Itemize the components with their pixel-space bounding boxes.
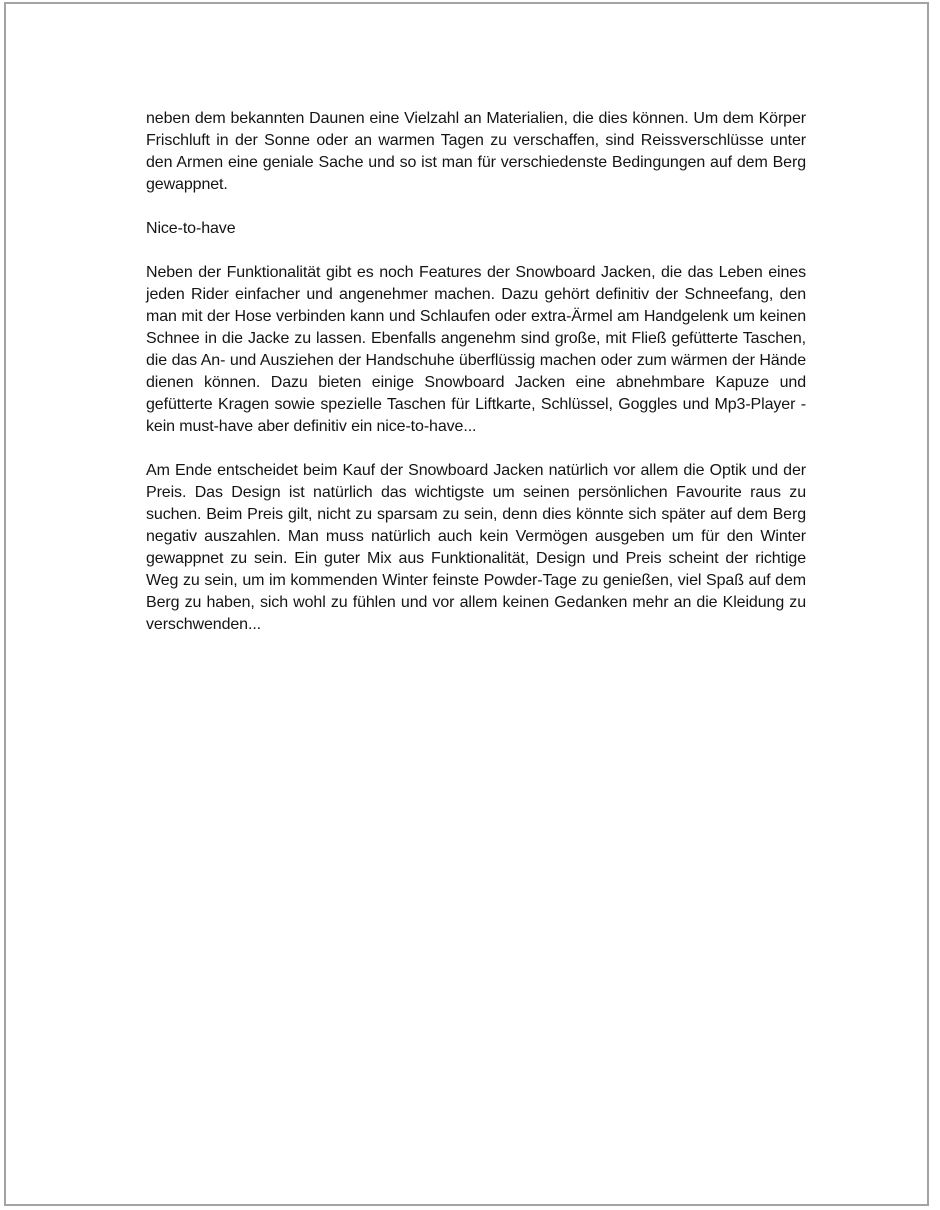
page-content	[146, 108, 806, 658]
continued-paragraph: neben dem bekannten Daunen eine Vielzahl an Materialien, die dies können. Um dem Körper Frischluft in der Sonne oder an warmen Tagen zu verschaffen, sind Reissverschlüsse unter den Armen eine geniale Sache und so ist man für verschiedenste Bedingungen auf dem Berg gewappnet.	[146, 110, 806, 193]
conclusion-paragraph: Am Ende entscheidet beim Kauf der Snowboard Jacken natürlich vor allem die Optik und der Preis. Das Design ist natürlich das wichtigste um seinen persönlichen Favourite raus zu suchen. Beim Preis gilt, nicht zu sparsam zu sein, denn dies könnte sich später auf dem Berg negativ auszahlen. Man muss natürlich auch kein Vermögen ausgeben um für den Winter gewappnet zu sein. Ein guter Mix aus Funktionalität, Design und Preis scheint der richtige Weg zu sein, um im kommenden Winter feinste Powder-Tage zu genießen, viel Spaß auf dem Berg zu haben, sich wohl zu fühlen und vor allem keinen Gedanken mehr an die Kleidung zu verschwenden...	[146, 462, 806, 633]
document-page	[4, 2, 929, 1206]
features-paragraph: Neben der Funktionalität gibt es noch Features der Snowboard Jacken, die das Leben eines jeden Rider einfacher und angenehmer machen. Dazu gehört definitiv der Schneefang, den man mit der Hose verbinden kann und Schlaufen oder extra-Ärmel am Handgelenk um keinen Schnee in die Jacke zu lassen. Ebenfalls angenehm sind große, mit Fließ gefütterte Taschen, die das An- und Ausziehen der Handschuhe überflüssig machen oder zum wärmen der Hände dienen können. Dazu bieten einige Snowboard Jacken eine abnehmbare Kapuze und gefütterte Kragen sowie spezielle Taschen für Liftkarte, Schlüssel, Goggles und Mp3-Player - kein must-have aber definitiv ein nice-to-have...	[146, 264, 806, 435]
section-heading: Nice-to-have	[146, 220, 236, 237]
